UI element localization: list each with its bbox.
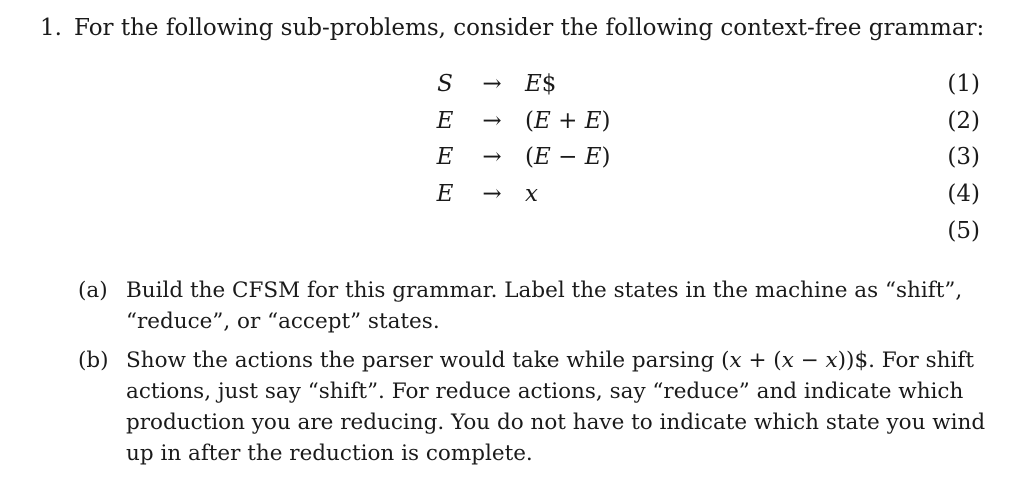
rule-number: (5): [947, 218, 980, 244]
grammar-rule: [0, 178, 1024, 210]
rule-number: (4): [947, 181, 980, 207]
rule-lhs: E: [436, 181, 454, 207]
grammar-rule: [0, 141, 1024, 173]
subproblem-b: [78, 345, 988, 469]
rule-arrow: →: [482, 71, 502, 97]
subproblem-b-text-before: Show the actions the parser would take while parsing: [126, 348, 722, 373]
rule-lhs: E: [436, 108, 454, 134]
rule-rhs: (E − E): [525, 144, 611, 170]
subproblem-a-label: (a): [78, 278, 108, 303]
rule-number: (2): [947, 108, 980, 134]
grammar-rule: [0, 215, 1024, 247]
rule-arrow: →: [482, 181, 502, 207]
rule-rhs: x: [525, 181, 538, 207]
problem-number: 1.: [40, 15, 62, 41]
rule-rhs: (E + E): [525, 108, 611, 134]
rule-rhs: E$: [525, 71, 557, 97]
subproblem-b-text-after: . For shift actions, just say “shift”. For reduce actions, say “reduce” and indicate which production you are reducing. You do not have to indicate which state you wind up in after the reduction is complete.: [126, 348, 986, 466]
subproblem-a-text: Build the CFSM for this grammar. Label the states in the machine as “shift”, “reduce”, or “accept” states.: [126, 278, 963, 334]
subproblem-b-label: (b): [78, 348, 109, 373]
problem-intro-text: For the following sub-problems, consider the following context-free grammar:: [74, 15, 985, 41]
subproblem-b-text: [126, 345, 988, 469]
grammar-rule: [0, 105, 1024, 137]
rule-number: (1): [947, 71, 980, 97]
rule-lhs: E: [436, 144, 454, 170]
rule-lhs: S: [437, 71, 453, 97]
rule-arrow: →: [482, 108, 502, 134]
rule-arrow: →: [482, 144, 502, 170]
parse-expression: (x + (x − x))$: [721, 348, 869, 373]
grammar-rule: [0, 68, 1024, 100]
subproblem-a: [78, 275, 988, 337]
rule-number: (3): [947, 144, 980, 170]
